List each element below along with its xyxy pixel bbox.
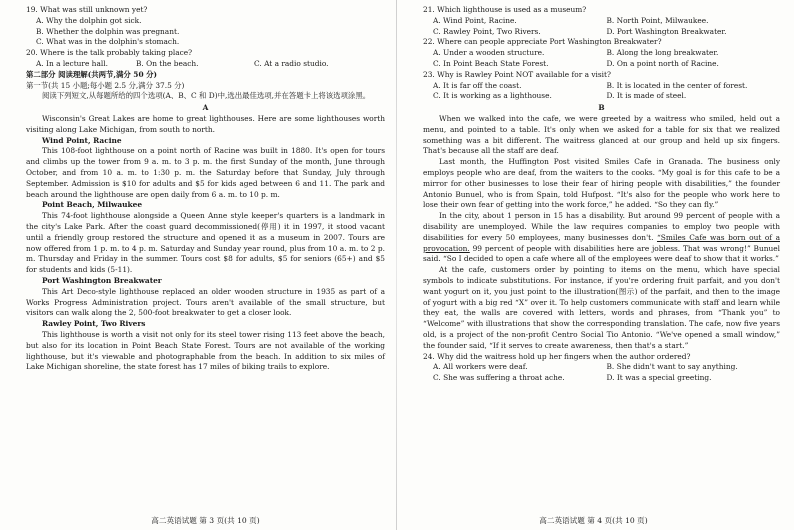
reading-instructions: 阅读下列短文,从每题所给的四个选项(A、B、C 和 D)中,选出最佳选项,并在答题卡上将该选项涂黑。 — [42, 91, 371, 101]
q19-option-c: C. What was in the dolphin's stomach. — [36, 37, 180, 47]
passage-a-label: A — [202, 103, 209, 113]
q19-option-b: B. Whether the dolphin was pregnant. — [36, 26, 180, 36]
passage-b-paragraph-4: At the cafe, customers order by pointing to items on the menu, which have special symbols to indicate substitutions. For instance, if you're ordering fruit parfait, and you don't want yogurt on it, you just point to the illustration(图示) of the parfait, and then to the image of yogurt with a big red “X” over it. To help customers communicate with staff and learn while they eat, the walls are covered with letters, words and phrases, from “Thank you” to “Welcome” with illustrations that show the corresponding translation. The cafe, now five years old, is a project of the non-profit Centro Social Tio Antonio. “We've opened a small window,” the founder said, “If it serves to create awareness, then that's a start.” — [423, 265, 780, 350]
question-21: 21. Which lighthouse is used as a museum? — [423, 5, 587, 14]
lighthouse-text-wind-point: This 108-foot lighthouse on a point north of Racine was built in 1880. It's open for tours and climbs up the tower from 9 a. m. to 3 p. m. the first Sunday of the month, June through October, and from 10 a. m. to 1:30 p. m. the Saturday before that Sunday, July through September. Admission is $10 for adults and $5 for kids aged between 6 and 11. The park and beach around the lighthouse are open daily from 6 a. m. to 10 p. m. — [26, 146, 385, 199]
q24-options-row2 — [433, 373, 780, 384]
lighthouse-text-rawley-point: This lighthouse is worth a visit not only for its steel tower rising 113 feet above the beach, but also for its location in Point Beach State Forest. Tours are not available of the working lighthouse, but it's viewable and photographable from the beach. In addition to six miles of Lake Michigan shoreline, the state forest has 17 miles of biking trails to explore. — [26, 329, 385, 372]
q24-option-c: C. She was suffering a throat ache. — [433, 373, 565, 383]
section1-heading: 第一节(共 15 小题;每小题 2.5 分,满分 37.5 分) — [26, 80, 185, 90]
q20-option-c: C. At a radio studio. — [254, 58, 329, 68]
question-23: 23. Why is Rawley Point NOT available for a visit? — [423, 69, 611, 79]
q20-options — [36, 59, 385, 70]
q22-option-c: C. In Point Beach State Forest. — [433, 58, 549, 68]
part2-heading: 第二部分 阅读理解(共两节,满分 50 分) — [26, 69, 158, 79]
paragraph-3-text-start: In the city, about 1 person in 15 has a disability. But around 99 percent of people with a disability are unemployed. While the law requires companies to employ two people with disabilities for every 50 employees, many businesses don't. — [423, 211, 780, 242]
q24-option-a: A. All workers were deaf. — [433, 362, 528, 372]
q22-option-a: A. Under a wooden structure. — [433, 48, 545, 58]
lighthouse-text-north-point: This 74-foot lighthouse alongside a Queen Anne style keeper's quarters is a landmark in the city's Lake Park. After the coast guard decommissioned(停用) it in 1997, it stood vacant until a friendly group restored the structure and opened it as a museum in 2007. Tours are now offered from 1 p. m. to 4 p. m. Saturday and Sunday year round, plus from 10 a. m. to 2 p. m. Thursday and Friday in the summer. Tours cost $8 for adults, $5 for seniors (65+) and $5 for students and kids (5-11). — [26, 211, 385, 275]
underlined-phrase: “Smiles Cafe was born out of a provocation. — [423, 232, 780, 253]
q23-option-a: A. It is far off the coast. — [433, 80, 522, 90]
question-22: 22. Where can people appreciate Port Washington Breakwater? — [423, 37, 662, 47]
q23-options-row2 — [433, 91, 780, 102]
q21-options-row2 — [433, 27, 780, 38]
q20-option-a: A. In a lecture hall. — [36, 58, 108, 68]
lighthouse-title-wind-point: Wind Point, Racine — [42, 135, 122, 145]
q24-option-b: B. She didn't want to say anything. — [606, 362, 738, 372]
page-4 — [397, 0, 794, 530]
q22-option-d: D. On a point north of Racine. — [606, 58, 719, 68]
q21-option-b: B. North Point, Milwaukee. — [606, 15, 709, 25]
lighthouse-text-port-washington: This Art Deco-style lighthouse replaced an older wooden structure in 1935 as part of a Works Progress Administration project. Tours aren't available of the small structure, but visitors can walk along the 2, 500-foot breakwater to get a closer look. — [26, 286, 385, 318]
q23-option-d: D. It is made of steel. — [606, 91, 687, 101]
question-20: 20. Where is the talk probably taking place? — [26, 48, 193, 58]
passage-b-paragraph-1: When we walked into the cafe, we were greeted by a waitress who smiled, held out a menu, and pointed to a table. It's only when we asked for a table for six that we realized something was a bit different. The waitress glanced at our group and held up six fingers. That's because all the staff are deaf. — [423, 113, 780, 156]
page-footer-3: 高二英语试题 第 3 页(共 10 页) — [151, 516, 260, 526]
q21-options-row1 — [433, 16, 780, 27]
q24-options-row1 — [433, 362, 780, 373]
question-24: 24. Why did the waitress hold up her fingers when the author ordered? — [423, 351, 691, 361]
paragraph-3-text-end: 99 percent of people with disabilities here are jobless. That was wrong!” Bunuel said. “So I decided to open a cafe where all of the employees were deaf to show that it works.” — [423, 243, 780, 264]
question-19: 19. What was still unknown yet? — [26, 5, 148, 14]
passage-b-paragraph-3 — [423, 211, 780, 265]
page-footer-4: 高二英语试题 第 4 页(共 10 页) — [539, 516, 648, 526]
q19-option-a: A. Why the dolphin got sick. — [36, 15, 142, 25]
q23-option-c: C. It is working as a lighthouse. — [433, 91, 552, 101]
q24-option-d: D. It was a special greeting. — [606, 373, 712, 383]
q21-option-a: A. Wind Point, Racine. — [433, 15, 517, 25]
q20-option-b: B. On the beach. — [136, 58, 199, 68]
q23-option-b: B. It is located in the center of forest. — [606, 80, 748, 90]
q21-option-c: C. Rawley Point, Two Rivers. — [433, 26, 541, 36]
lighthouse-title-rawley-point: Rawley Point, Two Rivers — [42, 319, 146, 329]
passage-a-intro: Wisconsin's Great Lakes are home to great lighthouses. Here are some lighthouses worth visiting along Lake Michigan, from south to north. — [26, 113, 385, 134]
q22-option-b: B. Along the long breakwater. — [606, 48, 719, 58]
passage-b-paragraph-2: Last month, the Huffington Post visited Smiles Cafe in Granada. The business only employs people who are deaf, from the waiters to the cooks. “My goal is for this cafe to be a mirror for other businesses to lose their fear of hiring people with disabilities,” the founder Antonio Bunuel, who is from Spain, told Hufpost. “It's also for the people who work here to lose their own fear of getting into the work force,” he added. “So they can fly.” — [423, 157, 780, 210]
lighthouse-title-north-point: Point Beach, Milwaukee — [42, 200, 143, 210]
q21-option-d: D. Port Washington Breakwater. — [606, 26, 727, 36]
q22-options-row2 — [433, 59, 780, 70]
lighthouse-title-port-washington: Port Washington Breakwater — [42, 275, 162, 285]
q22-options-row1 — [433, 48, 780, 59]
passage-b-label: B — [598, 103, 605, 113]
q23-options-row1 — [433, 81, 780, 92]
